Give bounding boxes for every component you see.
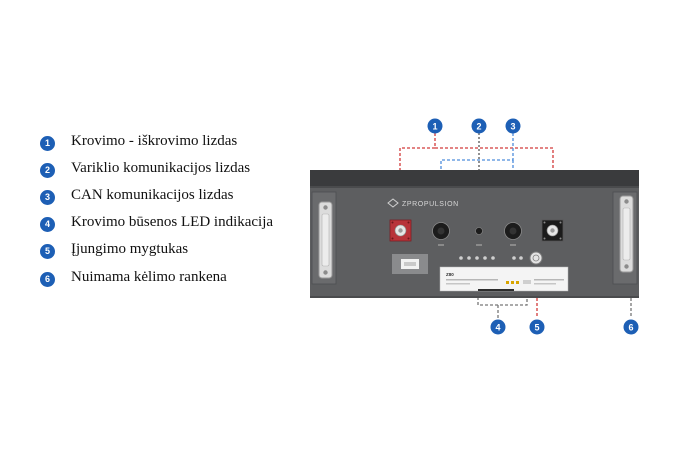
callout-badge-5 — [530, 320, 545, 335]
number-badge: 5 — [40, 244, 55, 259]
number-badge: 3 — [40, 190, 55, 205]
svg-text:1: 1 — [432, 121, 438, 132]
number-badge: 2 — [40, 163, 55, 178]
callout-badge-6 — [624, 320, 639, 335]
number-badge: 4 — [40, 217, 55, 232]
svg-text:ZPROPULSION: ZPROPULSION — [402, 201, 459, 208]
battery-unit — [310, 170, 639, 298]
svg-text:4: 4 — [495, 322, 501, 333]
svg-text:6: 6 — [628, 322, 634, 333]
product-label — [440, 267, 568, 291]
callout-badge-1 — [428, 119, 443, 134]
legend-label: Krovimo - iškrovimo lizdas — [71, 133, 238, 149]
legend-label: Krovimo būsenos LED indikacija — [71, 214, 274, 230]
indicator-slot — [478, 289, 514, 291]
callout-badge-4 — [491, 320, 506, 335]
number-badge: 1 — [40, 136, 55, 151]
legend-label: Įjungimo mygtukas — [71, 241, 189, 257]
left-handle — [319, 202, 332, 278]
svg-text:Z80: Z80 — [446, 272, 454, 277]
positive-terminal — [390, 220, 411, 241]
battery-top-rail — [310, 170, 639, 188]
svg-text:3: 3 — [510, 121, 516, 132]
svg-text:2: 2 — [476, 121, 482, 132]
callout-badge-2 — [472, 119, 487, 134]
power-button — [530, 252, 542, 264]
legend-label: Variklio komunikacijos lizdas — [71, 160, 251, 176]
legend-label: CAN komunikacijos lizdas — [71, 187, 234, 203]
svg-text:5: 5 — [534, 322, 540, 333]
number-badge: 6 — [40, 272, 55, 287]
negative-terminal — [542, 220, 563, 241]
right-handle — [620, 196, 633, 272]
connector-plate — [392, 254, 428, 274]
callout-badge-3 — [506, 119, 521, 134]
legend-label: Nuimama kėlimo rankena — [71, 269, 227, 285]
